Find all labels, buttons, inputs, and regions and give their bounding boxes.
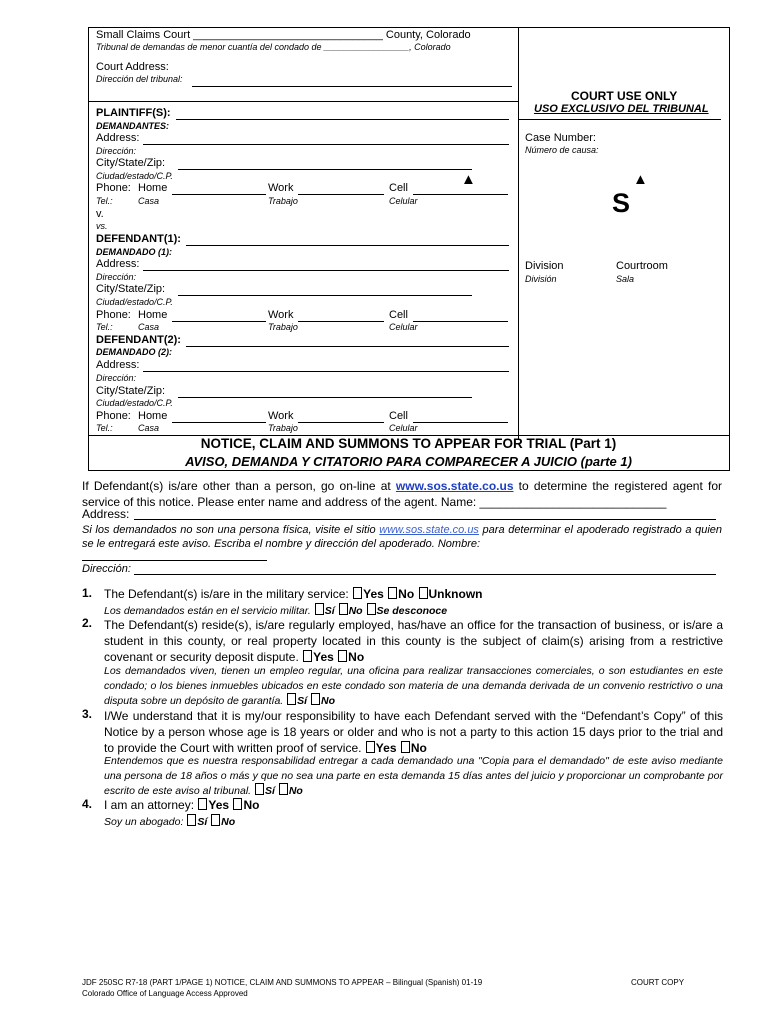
item3-text [104, 708, 723, 756]
item1-number: 1. [82, 586, 93, 600]
division-label-es: División [525, 274, 557, 284]
item1-question: The Defendant(s) is/are in the military service: [104, 587, 349, 601]
defendant2-cell-es: Celular [389, 423, 418, 433]
item2-no-label: No [348, 650, 365, 664]
item3-yes-label: Yes [375, 741, 397, 755]
item1-question-es: Los demandados están en el servicio militar. [104, 605, 311, 617]
defendant1-cell-phone-field[interactable] [413, 321, 508, 322]
item1-text [104, 587, 483, 600]
item4-no-label: No [243, 798, 260, 812]
plaintiff-work-label: Work [268, 182, 294, 194]
item2-question: The Defendant(s) reside(s), is/are regularly employed, has/have an office for the transaction of business, or is/are a student in this county, or real property located in this county is the subject of claim(s) arising from a restrictive covenant or security deposit dispute. [104, 618, 723, 664]
defendant1-city-field[interactable] [178, 295, 472, 296]
intro-text-a: If Defendant(s) is/are other than a person, go on-line at [82, 479, 396, 493]
item2-text-es [104, 664, 723, 709]
plaintiff-triangle-icon: ▲ [461, 171, 476, 188]
title-en: NOTICE, CLAIM AND SUMMONS TO APPEAR FOR TRIAL (Part 1) [200, 436, 617, 451]
item1-no-es-checkbox[interactable] [339, 603, 348, 615]
item1-se-desconoce-checkbox[interactable] [367, 603, 376, 615]
item4-no-es-checkbox[interactable] [211, 814, 220, 826]
defendant1-address-label: Address: [96, 258, 140, 270]
defendant2-tel-es: Tel.: [96, 423, 113, 433]
title-es: AVISO, DEMANDA Y CITATORIO PARA COMPARECER A JUICIO (parte 1) [185, 454, 632, 469]
defendant2-home-es: Casa [138, 423, 160, 433]
agent-address-field-es[interactable] [134, 574, 716, 575]
defendant2-cell-phone-field[interactable] [413, 422, 508, 423]
plaintiff-tel-es: Tel.: [96, 196, 113, 206]
plaintiff-city-label: City/State/Zip: [96, 157, 166, 169]
item4-yes-label: Yes [208, 798, 230, 812]
item1-yes-label: Yes [363, 587, 384, 601]
item3-text-es [104, 754, 723, 799]
item1-si-checkbox[interactable] [315, 603, 324, 615]
defendant2-city-label: City/State/Zip: [96, 385, 166, 397]
item3-si-checkbox[interactable] [255, 783, 264, 795]
item4-text [104, 798, 259, 811]
item3-si-label: Sí [265, 785, 275, 797]
item2-yes-label: Yes [313, 650, 334, 664]
plaintiff-cell-es: Celular [389, 196, 418, 206]
case-number-label: Case Number: [525, 132, 596, 144]
item4-si-checkbox[interactable] [187, 814, 196, 826]
courtroom-label-es: Sala [616, 274, 635, 284]
court-block-bottom [88, 101, 519, 102]
item1-si-label: Sí [324, 605, 335, 617]
item1-no-checkbox[interactable] [388, 587, 397, 599]
plaintiff-work-phone-field[interactable] [298, 194, 384, 195]
item4-question-es: Soy un abogado: [104, 816, 184, 828]
item2-number: 2. [82, 616, 93, 630]
item3-question: I/We understand that it is my/our responsibility to have each Defendant served with the “Defendant’s Copy” of this Notice by a person whose age is 18 years or older and who is not a party to this action 15 days prior to the trial and to provide the Court with written proof of service. [104, 709, 723, 755]
plaintiff-city-field[interactable] [178, 169, 472, 170]
court-use-only-es: USO EXCLUSIVO DEL TRIBUNAL [534, 103, 709, 115]
case-number-label-es: Número de causa: [525, 145, 599, 155]
item1-no-label: No [398, 587, 415, 601]
defendant2-name-field[interactable] [186, 346, 509, 347]
item4-question: I am an attorney: [104, 798, 195, 812]
agent-address-label: Address: [82, 507, 130, 521]
item4-no-checkbox[interactable] [233, 798, 242, 810]
caption-divider [518, 27, 519, 440]
item4-no-es-label: No [221, 816, 236, 828]
defendant1-work-label: Work [268, 309, 294, 321]
defendant1-city-label-es: Ciudad/estado/C.P. [96, 297, 173, 307]
item3-number: 3. [82, 707, 93, 721]
item3-question-es: Entendemos que es nuestra responsabilidad entregar a cada demandado una "Copia para el demandado" de este aviso mediante una persona de 18 años o más y que no sea una parte en esta demanda 15 días antes del juicio y proporcionar un comprobante por escrito de este aviso al tribunal. [104, 755, 723, 797]
defendant2-address-label-es: Dirección: [96, 373, 137, 383]
s-triangle-icon: ▲ [633, 171, 648, 188]
defendant1-address-label-es: Dirección: [96, 272, 137, 282]
item4-yes-checkbox[interactable] [198, 798, 207, 810]
item2-no-es-checkbox[interactable] [311, 693, 320, 705]
defendant2-address-field[interactable] [143, 371, 509, 372]
item2-text [104, 617, 723, 665]
defendant2-label: DEFENDANT(2): [96, 334, 181, 346]
plaintiff-label-es: DEMANDANTES: [96, 121, 169, 131]
item1-unknown-checkbox[interactable] [419, 587, 428, 599]
defendant2-address-label: Address: [96, 359, 140, 371]
versus-label: v. [96, 208, 104, 220]
item2-si-checkbox[interactable] [287, 693, 296, 705]
defendant1-cell-es: Celular [389, 322, 418, 332]
defendant2-home-phone-field[interactable] [172, 422, 266, 423]
item1-yes-checkbox[interactable] [353, 587, 362, 599]
defendant2-work-es: Trabajo [268, 423, 298, 433]
versus-label-es: vs. [96, 221, 108, 231]
defendant1-label-es: DEMANDADO (1): [96, 247, 172, 257]
defendant1-address-field[interactable] [143, 270, 509, 271]
intro-paragraph [82, 478, 722, 510]
intro-paragraph-es [82, 523, 722, 551]
item3-no-label: No [410, 741, 427, 755]
plaintiff-name-field[interactable] [176, 119, 509, 120]
division-label: Division [525, 260, 564, 272]
plaintiff-phone-label: Phone: [96, 182, 131, 194]
item3-no-es-checkbox[interactable] [279, 783, 288, 795]
court-address-field[interactable] [192, 86, 512, 87]
defendant1-home-label: Home [138, 309, 168, 321]
courtroom-label: Courtroom [616, 260, 668, 272]
item1-text-es [104, 603, 447, 617]
sos-link-es[interactable]: www.sos.state.co.us [379, 524, 479, 536]
direccion-label: Dirección: [82, 563, 131, 575]
plaintiff-cell-label: Cell [389, 182, 408, 194]
footer-approved: Colorado Office of Language Access Approved [82, 989, 248, 998]
item1-unknown-label: Unknown [428, 587, 483, 601]
court-line-es: Tribunal de demandas de menor cuantía del condado de _________________, Colorado [96, 42, 451, 52]
item3-no-checkbox[interactable] [401, 741, 410, 753]
item3-yes-checkbox[interactable] [366, 741, 375, 753]
defendant1-home-es: Casa [138, 322, 160, 332]
sos-link[interactable]: www.sos.state.co.us [395, 479, 514, 493]
item4-number: 4. [82, 797, 93, 811]
defendant1-label: DEFENDANT(1): [96, 233, 181, 245]
plaintiff-address-label: Address: [96, 132, 140, 144]
footer-form-id: JDF 250SC R7-18 (PART 1/PAGE 1) NOTICE, CLAIM AND SUMMONS TO APPEAR – Bilingual (Spanish) 01-19 [82, 978, 483, 987]
defendant2-work-label: Work [268, 410, 294, 422]
defendant2-label-es: DEMANDADO (2): [96, 347, 172, 357]
plaintiff-home-phone-field[interactable] [172, 194, 266, 195]
plaintiff-address-field[interactable] [143, 144, 509, 145]
defendant2-home-label: Home [138, 410, 168, 422]
defendant2-phone-label: Phone: [96, 410, 131, 422]
footer-court-copy: COURT COPY [631, 978, 685, 987]
defendant2-city-label-es: Ciudad/estado/C.P. [96, 398, 173, 408]
item2-si-label: Sí [297, 695, 308, 707]
court-use-only: COURT USE ONLY [571, 89, 678, 103]
defendant1-home-phone-field[interactable] [172, 321, 266, 322]
intro-es-a: Si los demandados no son una persona física, visite el sitio [82, 524, 380, 536]
defendant2-work-phone-field[interactable] [298, 422, 384, 423]
court-address-label: Court Address: [96, 61, 169, 73]
item1-no-es-label: No [348, 605, 363, 617]
item2-no-es-label: No [320, 695, 335, 707]
defendant2-city-field[interactable] [178, 397, 472, 398]
item4-text-es [104, 814, 235, 828]
item4-si-label: Sí [197, 816, 208, 828]
defendant1-city-label: City/State/Zip: [96, 283, 166, 295]
plaintiff-label: PLAINTIFF(S): [96, 107, 171, 119]
intro-text-b: to determine the registered agent for service of this notice. Please enter name and address of the agent. Name: ____________________________ [82, 479, 722, 509]
item1-se-desconoce-label: Se desconoce [376, 605, 448, 617]
agent-address-field[interactable] [134, 519, 716, 520]
plaintiff-address-label-es: Dirección: [96, 146, 137, 156]
plaintiff-work-es: Trabajo [268, 196, 298, 206]
defendant1-cell-label: Cell [389, 309, 408, 321]
court-address-label-es: Dirección del tribunal: [96, 74, 183, 84]
defendant1-phone-label: Phone: [96, 309, 131, 321]
defendant1-work-phone-field[interactable] [298, 321, 384, 322]
item3-no-es-label: No [288, 785, 303, 797]
court-line: Small Claims Court _______________________________ County, Colorado [96, 29, 471, 41]
plaintiff-home-label: Home [138, 182, 168, 194]
defendant1-name-field[interactable] [186, 245, 509, 246]
intro-es-b: para determinar el apoderado registrado a quien se le entregará este aviso. Escriba el nombre y dirección del apoderado. Nombre: [82, 524, 722, 550]
agent-name-field-es[interactable] [82, 560, 267, 561]
item2-yes-checkbox[interactable] [303, 650, 312, 662]
plaintiff-home-es: Casa [138, 196, 160, 206]
defendant2-cell-label: Cell [389, 410, 408, 422]
item2-no-checkbox[interactable] [338, 650, 347, 662]
defendant1-work-es: Trabajo [268, 322, 298, 332]
defendant1-tel-es: Tel.: [96, 322, 113, 332]
plaintiff-city-label-es: Ciudad/estado/C.P. [96, 171, 173, 181]
item2-question-es: Los demandados viven, tienen un empleo regular, una oficina para realizar transacciones comerciales, o son estudiantes en este condado; o los bienes inmuebles ubicados en este condado son materia de una demanda derivada de un convenio restrictivo o una disputa sobre un depósito de garantía. [104, 665, 723, 707]
plaintiff-cell-phone-field[interactable] [413, 194, 508, 195]
s-mark: S [612, 188, 631, 218]
court-use-divider [519, 119, 721, 120]
